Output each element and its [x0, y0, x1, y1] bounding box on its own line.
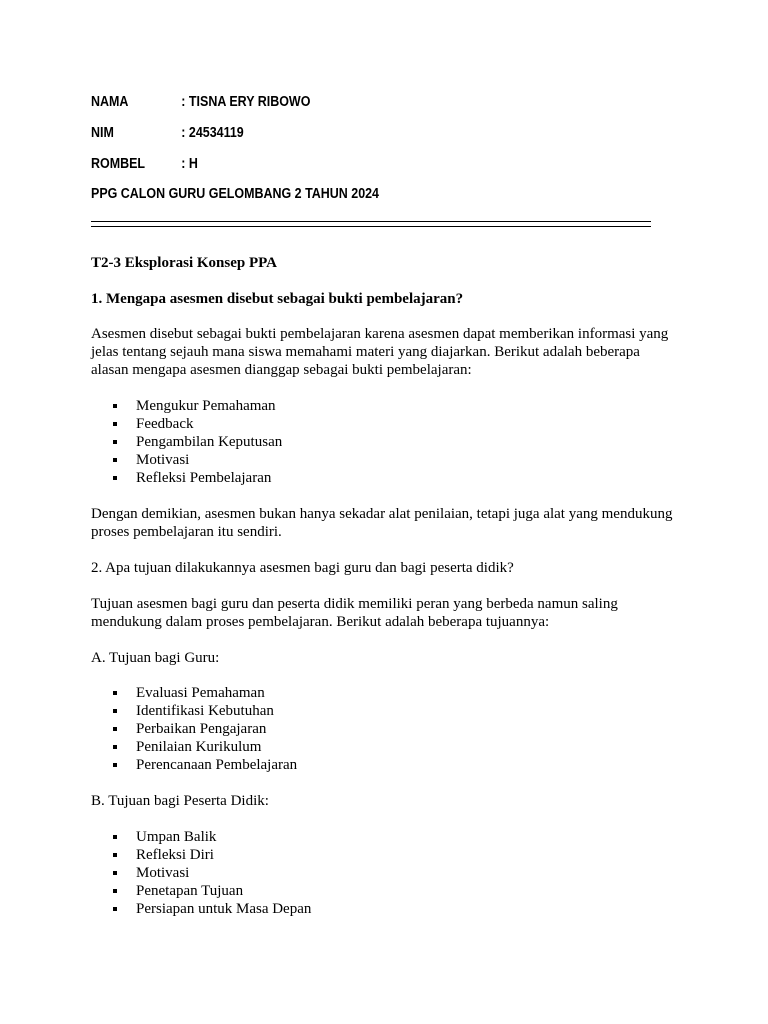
q2-intro-line: Tujuan asesmen bagi guru dan peserta didik memiliki peran yang berbeda namun saling [91, 596, 618, 612]
list-item-label: Motivasi [136, 452, 190, 468]
bullet-icon [113, 691, 117, 695]
list-item [91, 828, 311, 846]
list-item-label: Pengambilan Keputusan [136, 434, 283, 450]
bullet-icon [113, 889, 117, 893]
q1-intro-line: alasan mengapa asesmen dianggap sebagai bukti pembelajaran: [91, 362, 472, 378]
bullet-icon [113, 907, 117, 911]
bullet-icon [113, 763, 117, 767]
rombel-label: ROMBEL [91, 156, 146, 172]
list-item-label: Identifikasi Kebutuhan [136, 703, 274, 719]
list-item-label: Feedback [136, 416, 194, 432]
q1-question: 1. Mengapa asesmen disebut sebagai bukti pembelajaran? [91, 291, 464, 307]
bullet-icon [113, 709, 117, 713]
list-item [91, 397, 282, 415]
list-item [91, 900, 311, 918]
nim-row [91, 124, 244, 142]
q1-conclusion-line: Dengan demikian, asesmen bukan hanya sekadar alat penilaian, tetapi juga alat yang mendukung [91, 506, 673, 522]
list-item [91, 882, 311, 900]
bullet-icon [113, 404, 117, 408]
list-item-label: Evaluasi Pemahaman [136, 685, 265, 701]
nama-value: : TISNA ERY RIBOWO [181, 94, 311, 110]
nim-label: NIM [91, 125, 114, 141]
list-item-label: Mengukur Pemahaman [136, 398, 276, 414]
q2-question: 2. Apa tujuan dilakukannya asesmen bagi guru dan bagi peserta didik? [91, 560, 514, 576]
q1-intro-line: jelas tentang sejauh mana siswa memahami materi yang diajarkan. Berikut adalah beberapa [91, 344, 640, 360]
list-item [91, 864, 311, 882]
list-item [91, 433, 282, 451]
divider-top [91, 221, 651, 222]
bullet-icon [113, 476, 117, 480]
section-b-list [91, 828, 311, 918]
list-item-label: Penilaian Kurikulum [136, 739, 262, 755]
rombel-value: : H [181, 156, 198, 172]
document-title: T2-3 Eksplorasi Konsep PPA [91, 255, 277, 271]
q1-intro-line: Asesmen disebut sebagai bukti pembelajaran karena asesmen dapat memberikan informasi yang [91, 326, 669, 342]
bullet-icon [113, 853, 117, 857]
list-item-label: Refleksi Pembelajaran [136, 470, 272, 486]
bullet-icon [113, 835, 117, 839]
divider-bottom [91, 226, 651, 227]
list-item-label: Penetapan Tujuan [136, 883, 244, 899]
q2-intro-line: mendukung dalam proses pembelajaran. Berikut adalah beberapa tujuannya: [91, 614, 550, 630]
nama-row [91, 93, 310, 111]
bullet-icon [113, 440, 117, 444]
list-item-label: Umpan Balik [136, 829, 217, 845]
list-item-label: Refleksi Diri [136, 847, 214, 863]
list-item [91, 469, 282, 487]
nama-label: NAMA [91, 94, 129, 110]
bullet-icon [113, 871, 117, 875]
bullet-icon [113, 422, 117, 426]
q1-reason-list [91, 397, 282, 487]
list-item-label: Perbaikan Pengajaran [136, 721, 267, 737]
list-item [91, 720, 297, 738]
section-a-list [91, 684, 297, 774]
list-item [91, 846, 311, 864]
list-item [91, 756, 297, 774]
list-item-label: Persiapan untuk Masa Depan [136, 901, 312, 917]
q1-conclusion-line: proses pembelajaran itu sendiri. [91, 524, 282, 540]
bullet-icon [113, 458, 117, 462]
bullet-icon [113, 745, 117, 749]
list-item [91, 684, 297, 702]
list-item [91, 738, 297, 756]
section-a-heading: A. Tujuan bagi Guru: [91, 650, 220, 666]
list-item-label: Motivasi [136, 865, 190, 881]
list-item [91, 415, 282, 433]
list-item [91, 451, 282, 469]
list-item [91, 702, 297, 720]
bullet-icon [113, 727, 117, 731]
list-item-label: Perencanaan Pembelajaran [136, 757, 298, 773]
section-b-heading: B. Tujuan bagi Peserta Didik: [91, 793, 269, 809]
nim-value: : 24534119 [181, 125, 244, 141]
program-line: PPG CALON GURU GELOMBANG 2 TAHUN 2024 [91, 186, 380, 202]
rombel-row [91, 155, 198, 173]
